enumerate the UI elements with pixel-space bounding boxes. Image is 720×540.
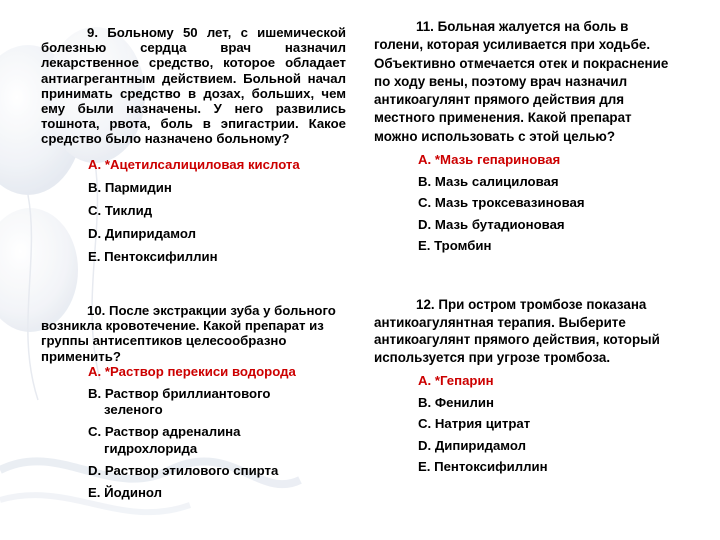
question-10-stem <box>41 303 351 364</box>
question-10-option-c[interactable]: C. Раствор адреналина <box>88 424 241 440</box>
question-12-option-c[interactable]: C. Натрия цитрат <box>418 416 531 432</box>
question-9-text: Больному 50 лет, с ишемической болезнью сердца врач назначил лекарственное средство, которое обладает антиагрегантным действием. Больной начал принимать средство в дозах, больших, чем ему были назначены. У него развились тошнота, рвота, боль в эпигастрии. Какое средство было назначено больному? <box>41 25 347 147</box>
question-12-option-b[interactable]: B. Фенилин <box>418 394 494 410</box>
question-11-option-a[interactable]: A. *Мазь гепариновая <box>418 152 561 168</box>
question-12-option-d[interactable]: D. Дипиридамол <box>418 437 526 453</box>
question-9 <box>41 25 346 271</box>
question-11-options <box>374 151 674 254</box>
question-10-options <box>41 364 351 502</box>
question-10-option-b-continued: зеленого <box>104 402 163 418</box>
question-11-option-c[interactable]: C. Мазь троксевазиновая <box>418 195 585 211</box>
question-9-number: 9. <box>87 25 98 40</box>
question-10-option-b[interactable]: B. Раствор бриллиантового <box>88 385 271 401</box>
question-9-option-d[interactable]: D. Дипиридамол <box>88 225 196 241</box>
question-10-text: После экстракции зуба у больного возникла кровотечение. Какой препарат из группы антисептиков целесообразно применить? <box>41 303 336 364</box>
question-11-text: Больная жалуется на боль в голени, которая усиливается при ходьбе. Объективно отмечается отек и покраснение по ходу вены, поэтому врач назначил антикоагулянт прямого действия для местного применения. Какой препарат можно использовать с этой целью? <box>374 19 669 144</box>
question-12-stem <box>374 296 676 366</box>
question-11-option-e[interactable]: E. Тромбин <box>418 238 492 254</box>
question-10-number: 10. <box>87 303 106 318</box>
question-11-number: 11. <box>416 19 434 34</box>
question-9-option-b[interactable]: B. Пармидин <box>88 179 172 195</box>
question-12-option-e[interactable]: E. Пентоксифиллин <box>418 459 548 475</box>
question-10-option-e[interactable]: E. Йодинол <box>88 484 163 500</box>
question-12-options <box>374 372 676 475</box>
question-10 <box>41 303 351 506</box>
question-9-stem <box>41 25 346 147</box>
question-9-options <box>41 156 346 265</box>
question-9-option-e[interactable]: E. Пентоксифиллин <box>88 248 218 264</box>
question-9-option-a[interactable]: A. *Ацетилсалициловая кислота <box>88 156 300 172</box>
question-10-option-a[interactable]: A. *Раствор перекиси водорода <box>88 363 296 379</box>
question-12-number: 12. <box>416 297 435 312</box>
question-10-option-d[interactable]: D. Раствор этилового спирта <box>88 462 279 478</box>
question-9-option-c[interactable]: C. Тиклид <box>88 202 153 218</box>
question-12 <box>374 296 676 480</box>
question-11-stem <box>374 18 674 146</box>
question-11-option-d[interactable]: D. Мазь бутадионовая <box>418 216 565 232</box>
question-12-option-a[interactable]: A. *Гепарин <box>418 373 494 389</box>
question-10-option-c-continued: гидрохлорида <box>104 441 198 456</box>
question-11-option-b[interactable]: B. Мазь салициловая <box>418 173 559 189</box>
question-12-text: При остром тромбозе показана антикоагулянтная терапия. Выберите антикоагулянт прямого действия, который используется при угрозе тромбоза. <box>374 297 660 365</box>
question-11 <box>374 18 674 259</box>
